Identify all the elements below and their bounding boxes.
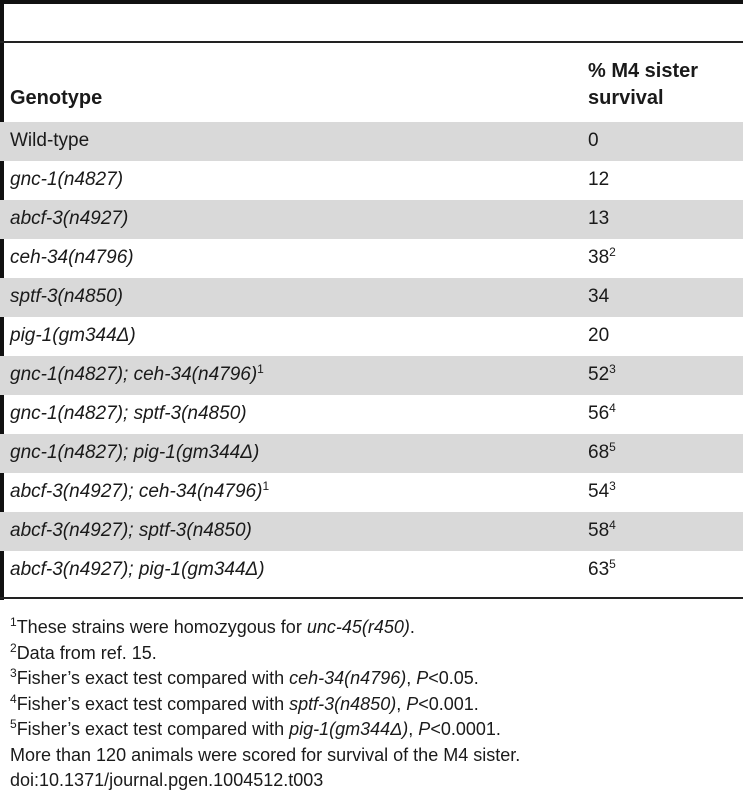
header-survival-line2: survival [588,87,664,109]
genotype-cell [10,130,89,152]
footnote-1: $^1$These strains were homozygous for unc-45(r450). [10,615,415,637]
genotype-text: gnc-1(n4827); pig-1(gm344Δ) [10,442,260,463]
genotype-cell [10,247,134,269]
survival-value: 63 [588,559,610,580]
survival-cell [588,364,616,386]
survival-footnote-ref: 5 [609,557,616,571]
header-survival [588,58,738,112]
table-top-rule [0,0,743,4]
survival-value: 54 [588,481,610,502]
genotype-footnote-ref: 1 [262,479,270,493]
footnote-2: $^2$Data from ref. 15. [10,640,157,663]
genotype-cell [10,559,265,581]
genotype-text: abcf-3(n4927); ceh-34(n4796) [10,481,263,502]
genotype-cell [10,364,264,386]
footnote-4: $^4$Fisher’s exact test compared with sptf-3(n4850), P<0.001. [10,691,479,714]
survival-cell [588,481,616,503]
table-header [0,43,743,121]
genotype-text: pig-1(gm344Δ) [10,325,136,346]
genotype-cell [10,286,123,308]
table-row [0,512,743,551]
genotype-text: gnc-1(n4827); sptf-3(n4850) [10,403,247,424]
survival-footnote-ref: 3 [609,362,616,376]
survival-cell [588,247,616,269]
survival-value: 12 [588,169,610,190]
table-row [0,473,743,512]
table-row [0,239,743,278]
survival-value: 58 [588,520,610,541]
survival-cell [588,559,616,581]
genotype-text: abcf-3(n4927) [10,208,129,229]
genotype-text: Wild-type [10,130,90,151]
survival-cell [588,442,616,464]
header-survival-line1: % M4 sister [588,60,699,82]
table-row [0,200,743,239]
survival-value: 56 [588,403,610,424]
genotype-footnote-ref: 1 [257,362,264,376]
genotype-text: gnc-1(n4827) [10,169,124,190]
survival-footnote-ref: 2 [609,245,616,259]
genotype-cell [10,520,252,542]
table-row [0,122,743,161]
survival-cell [588,403,616,425]
survival-cell [588,130,599,152]
survival-footnote-ref: 5 [609,440,616,454]
table-row [0,317,743,356]
genotype-text: abcf-3(n4927); sptf-3(n4850) [10,520,252,541]
survival-cell [588,325,609,347]
genotype-cell [10,325,136,347]
footnote-doi: doi:10.1371/journal.pgen.1004512.t003 [10,770,324,790]
genotype-cell [10,169,123,191]
table-row [0,278,743,317]
table-bottom-rule [0,597,743,599]
table-row [0,356,743,395]
survival-footnote-ref: 3 [609,479,616,493]
survival-value: 68 [588,442,610,463]
survival-cell [588,286,609,308]
table-body [0,122,743,590]
survival-value: 13 [588,208,610,229]
survival-value: 38 [588,247,610,268]
survival-cell [588,169,609,191]
table-row [0,395,743,434]
genotype-text: abcf-3(n4927); pig-1(gm344Δ) [10,559,265,580]
survival-footnote-ref: 4 [609,518,616,532]
genotype-cell [10,403,247,425]
genotype-cell [10,442,259,464]
footnote-3: $^3$Fisher’s exact test compared with ceh-34(n4796), P<0.05. [10,666,479,688]
survival-value: 0 [588,130,599,151]
survival-cell [588,208,609,230]
survival-footnote-ref: 4 [609,401,616,415]
table-row [0,434,743,473]
survival-value: 34 [588,286,610,307]
footnote-5: $^5$Fisher’s exact test compared with pig-1(gm344Δ), P<0.0001. [10,717,501,739]
genotype-text: gnc-1(n4827); ceh-34(n4796) [10,364,258,385]
genotype-text: ceh-34(n4796) [10,247,134,268]
genotype-cell [10,481,269,503]
footnotes [10,615,735,794]
table-row [0,551,743,590]
survival-value: 52 [588,364,610,385]
header-genotype: Genotype [10,87,103,109]
table-row [0,161,743,200]
genotype-text: sptf-3(n4850) [10,286,124,307]
footnote-note: More than 120 animals were scored for survival of the M4 sister. [10,744,521,765]
survival-value: 20 [588,325,610,346]
survival-cell [588,520,616,542]
genotype-cell [10,208,128,230]
